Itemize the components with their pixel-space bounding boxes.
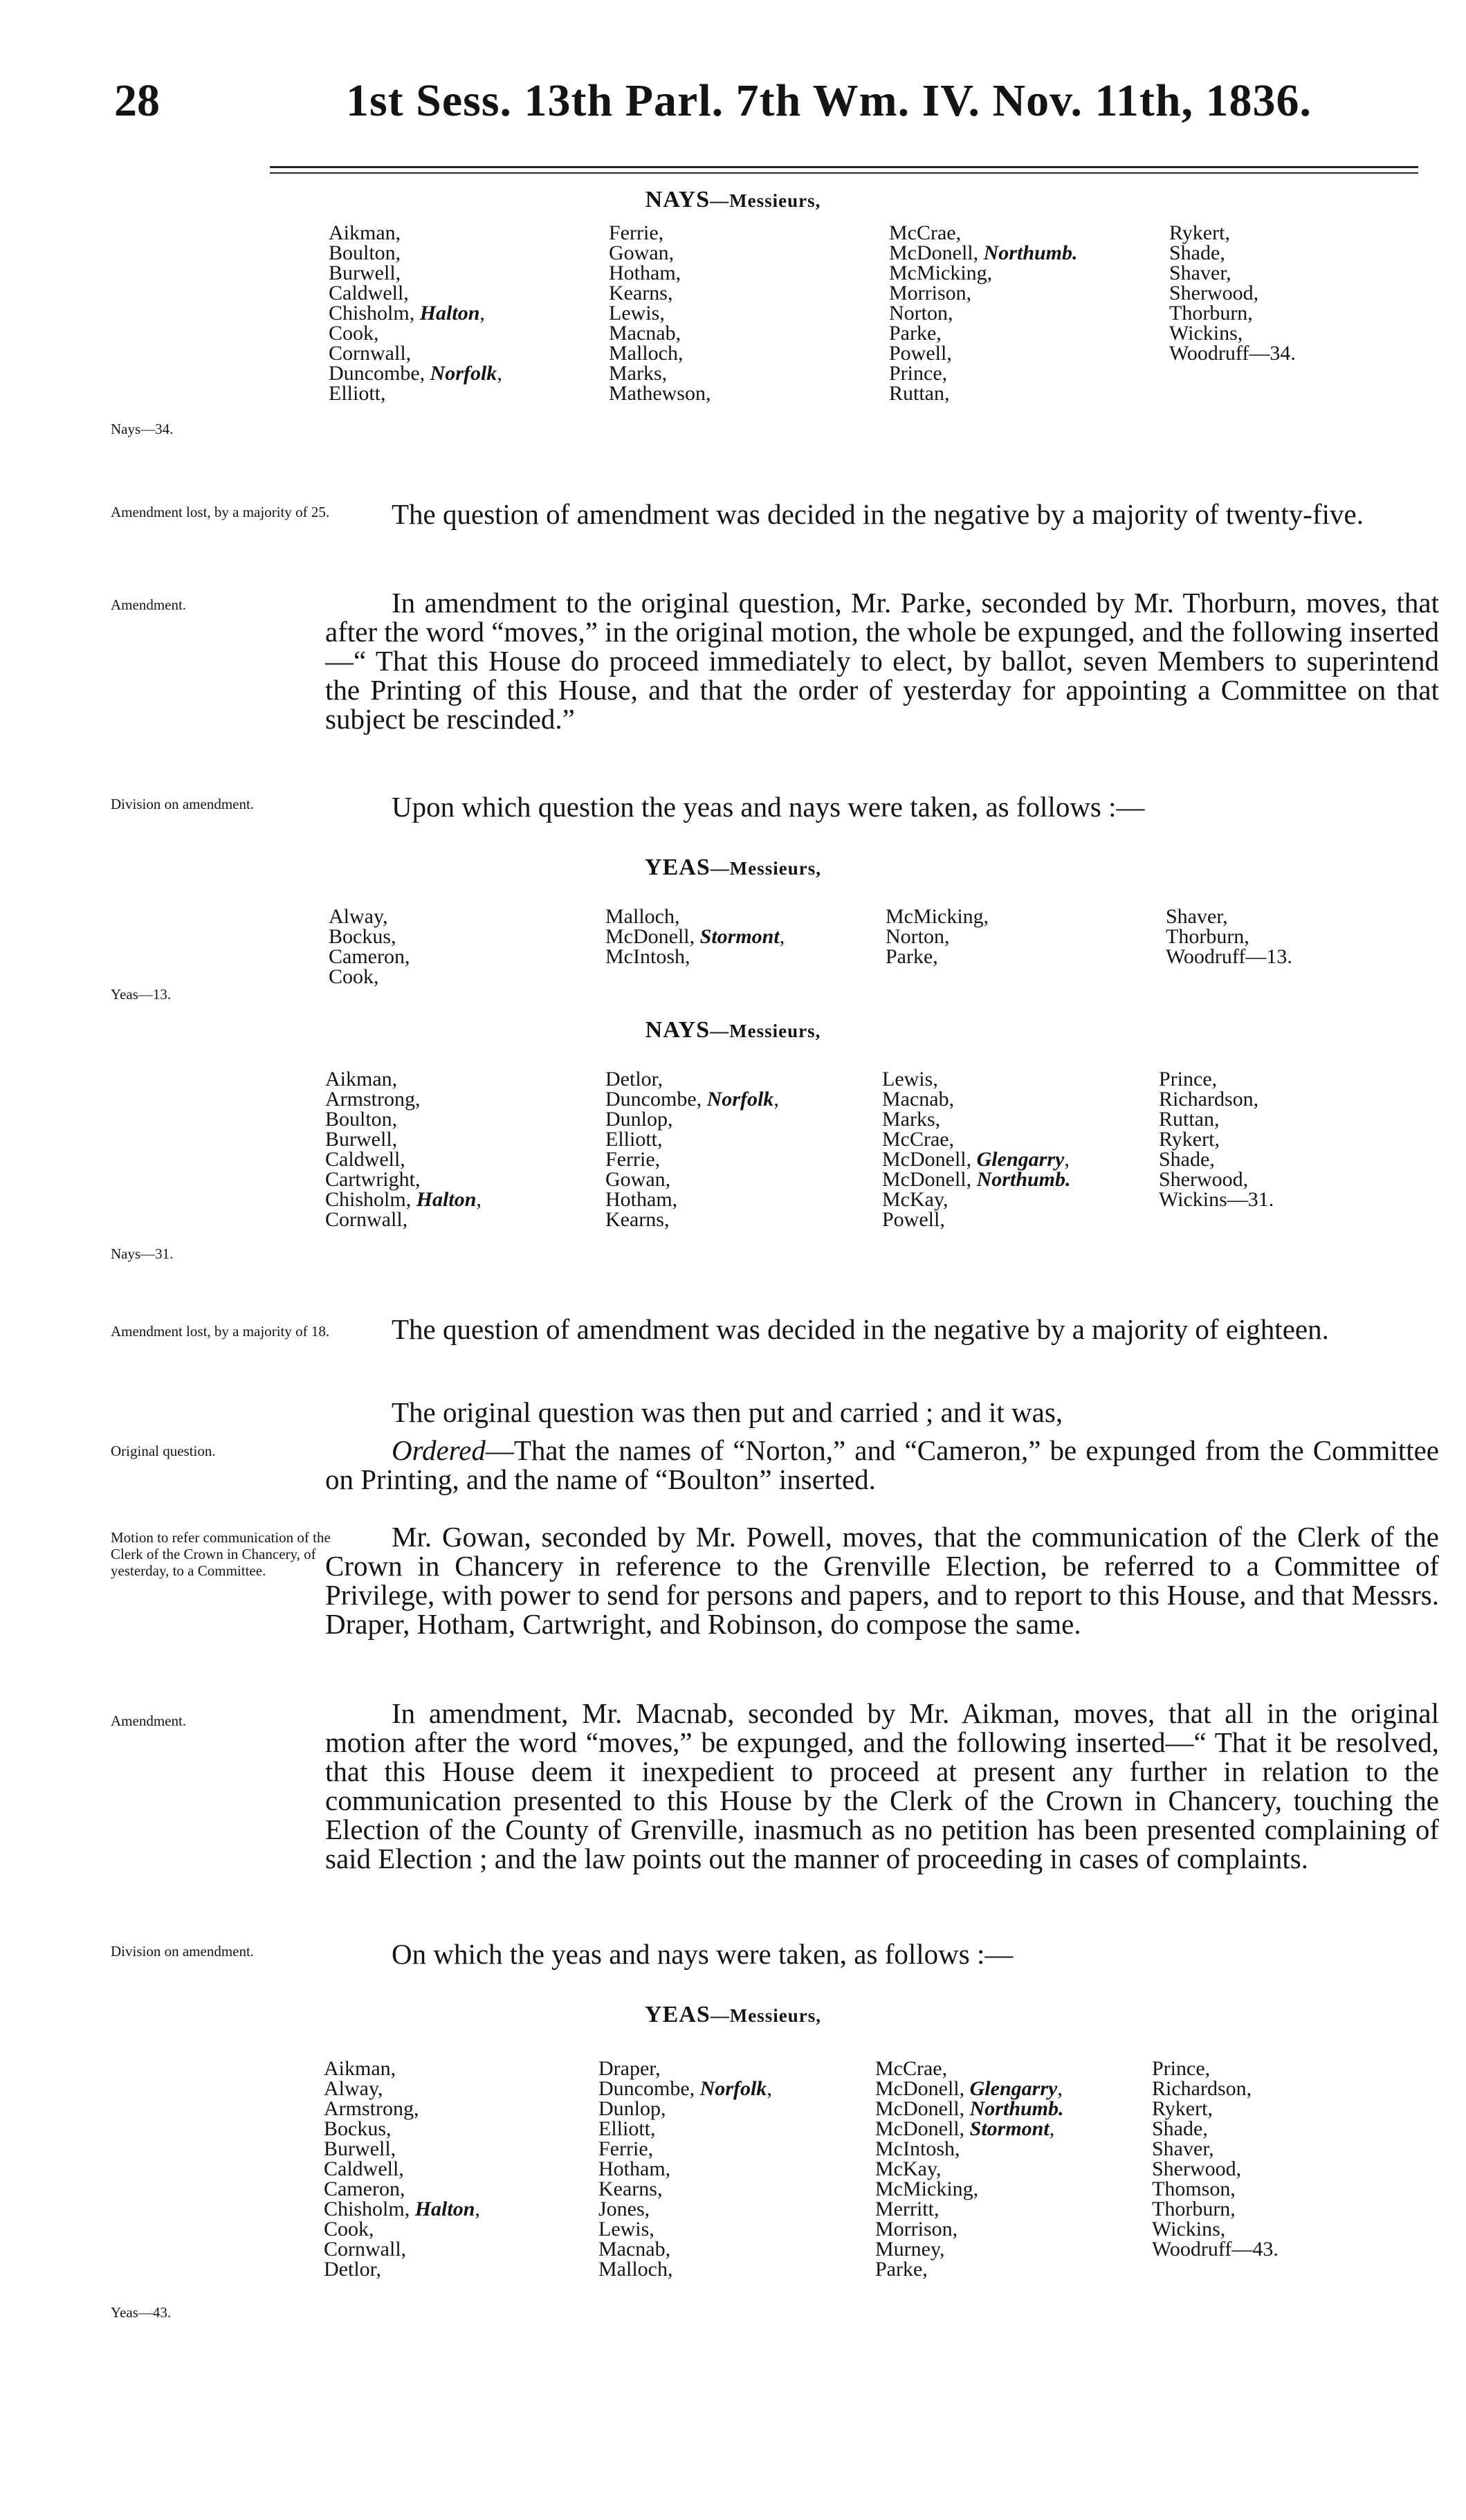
page-number: 28 <box>114 75 160 126</box>
member-name: Thorburn, <box>1166 925 1249 948</box>
margin-note-nays-31: Nays—31. <box>111 1245 174 1262</box>
member-name: Lewis, <box>882 1068 938 1090</box>
division1-nays-col-3 <box>889 223 1078 403</box>
member-name: Aikman, <box>325 1068 398 1090</box>
member-name: Burwell, <box>329 262 401 284</box>
member-name: Hotham, <box>609 262 681 284</box>
constituency-name: Halton <box>416 1188 477 1211</box>
member-name: McCrae, <box>875 2057 948 2080</box>
division3-yeas-col-1 <box>324 2058 480 2279</box>
division3-yeas-col-2 <box>598 2058 772 2279</box>
member-name: Marks, <box>882 1108 941 1131</box>
division1-nays-col-2 <box>609 223 711 403</box>
heading-suffix: —Messieurs, <box>710 1021 821 1041</box>
member-name: Murney, <box>875 2238 945 2261</box>
member-name: Chisholm, Halton, <box>329 302 485 325</box>
member-name: Thorburn, <box>1169 302 1253 325</box>
margin-note-yeas-13: Yeas—13. <box>111 986 172 1003</box>
member-name: Gowan, <box>609 241 675 264</box>
division2-nays-col-3 <box>882 1069 1071 1230</box>
constituency-name: Halton <box>414 2198 475 2220</box>
heading-suffix: —Messieurs, <box>710 2005 821 2026</box>
constituency-name: Glengarry <box>969 2077 1058 2100</box>
member-name: Dunlop, <box>605 1108 673 1131</box>
member-name: Ruttan, <box>1159 1108 1220 1131</box>
member-name: Sherwood, <box>1159 1168 1249 1191</box>
member-name: Boulton, <box>325 1108 398 1131</box>
member-name: McKay, <box>882 1188 949 1211</box>
member-name: Duncombe, Norfolk, <box>598 2077 772 2100</box>
member-name: Parke, <box>875 2258 928 2281</box>
member-name: Woodruff—34. <box>1169 342 1296 365</box>
member-name: Richardson, <box>1152 2077 1252 2100</box>
member-name: Ruttan, <box>889 382 950 405</box>
member-name: Armstrong, <box>324 2097 419 2120</box>
member-name: Wickins, <box>1169 322 1243 345</box>
constituency-name: Halton <box>419 302 480 325</box>
division3-yeas-col-4 <box>1152 2058 1279 2259</box>
division3-yeas-heading <box>0 2002 1466 2028</box>
member-name: Rykert, <box>1159 1128 1220 1151</box>
margin-note-division-2: Division on amendment. <box>111 1943 255 1960</box>
division2-yeas-col-3 <box>886 906 989 967</box>
member-name: Shaver, <box>1166 905 1228 928</box>
margin-note-nays-34: Nays—34. <box>111 421 174 437</box>
member-name: Elliott, <box>598 2117 656 2140</box>
member-name: Ferrie, <box>598 2137 654 2160</box>
division2-yeas-heading <box>0 855 1466 881</box>
member-name: Shade, <box>1159 1148 1215 1171</box>
constituency-name: Norfolk <box>706 1088 774 1111</box>
heading-word: NAYS <box>645 187 711 212</box>
constituency-name: Northumb. <box>969 2097 1064 2120</box>
heading-word: YEAS <box>645 855 711 880</box>
member-name: Chisholm, Halton, <box>325 1188 482 1211</box>
member-name: Rykert, <box>1169 221 1230 244</box>
margin-note-division-1: Division on amendment. <box>111 796 255 812</box>
margin-note-amendment-1: Amendment. <box>111 596 187 613</box>
member-name: Sherwood, <box>1169 282 1259 304</box>
member-name: Cook, <box>329 322 379 345</box>
member-name: Merritt, <box>875 2198 940 2220</box>
constituency-name: Northumb. <box>976 1168 1071 1191</box>
member-name: Detlor, <box>605 1068 663 1090</box>
member-name: Powell, <box>882 1208 945 1231</box>
member-name: McCrae, <box>889 221 962 244</box>
member-name: Caldwell, <box>329 282 409 304</box>
member-name: Dunlop, <box>598 2097 666 2120</box>
member-name: Prince, <box>1159 1068 1218 1090</box>
constituency-name: Norfolk <box>430 362 497 385</box>
paragraph-on-which: On which the yeas and nays were taken, as follows :— <box>392 1938 1014 1970</box>
paragraph-amendment-lost-18: The question of amendment was decided in the negative by a majority of eighteen. <box>392 1313 1329 1345</box>
member-name: Aikman, <box>329 221 401 244</box>
division1-nays-col-1 <box>329 223 502 403</box>
member-name: Cornwall, <box>329 342 412 365</box>
margin-note-amendment-lost-18: Amendment lost, by a majority of 18. <box>111 1323 330 1340</box>
member-name: McIntosh, <box>605 945 690 968</box>
member-name: McDonell, Stormont, <box>875 2117 1055 2140</box>
member-name: Elliott, <box>329 382 386 405</box>
member-name: Caldwell, <box>324 2157 404 2180</box>
constituency-name: Northumb. <box>983 241 1078 264</box>
member-name: Norton, <box>886 925 950 948</box>
ordered-italic: Ordered <box>392 1434 486 1466</box>
member-name: Prince, <box>889 362 948 385</box>
member-name: Chisholm, Halton, <box>324 2198 480 2220</box>
member-name: Cornwall, <box>325 1208 408 1231</box>
member-name: Parke, <box>889 322 942 345</box>
member-name: McIntosh, <box>875 2137 960 2160</box>
heading-word: NAYS <box>645 1017 711 1043</box>
paragraph-ordered: Ordered—That the names of “Norton,” and “Cameron,” be expunged from the Committee on Printing, and the name of “Boulton” inserted. <box>325 1434 1439 1495</box>
heading-suffix: —Messieurs, <box>710 190 821 211</box>
member-name: Gowan, <box>605 1168 671 1191</box>
member-name: Cameron, <box>324 2177 405 2200</box>
division2-nays-col-2 <box>605 1069 779 1230</box>
member-name: McMicking, <box>875 2177 979 2200</box>
member-name: Alway, <box>329 905 388 928</box>
member-name: Malloch, <box>598 2258 673 2281</box>
member-name: Wickins, <box>1152 2218 1226 2240</box>
member-name: Boulton, <box>329 241 401 264</box>
member-name: Bockus, <box>329 925 396 948</box>
member-name: Thomson, <box>1152 2177 1236 2200</box>
member-name: Lewis, <box>598 2218 654 2240</box>
member-name: Cook, <box>324 2218 374 2240</box>
member-name: Norton, <box>889 302 953 325</box>
member-name: Bockus, <box>324 2117 392 2140</box>
member-name: McCrae, <box>882 1128 955 1151</box>
member-name: Kearns, <box>605 1208 670 1231</box>
paragraph-amendment-lost-25: The question of amendment was decided in the negative by a majority of twenty-five. <box>392 498 1364 530</box>
member-name: Macnab, <box>598 2238 671 2261</box>
member-name: Cartwright, <box>325 1168 421 1191</box>
member-name: Powell, <box>889 342 952 365</box>
member-name: Alway, <box>324 2077 383 2100</box>
member-name: Macnab, <box>609 322 681 345</box>
paragraph-macnab-amendment: In amendment, Mr. Macnab, seconded by Mr. Aikman, moves, that all in the original motion after the word “moves,” be expunged, and the following inserted—“ That it be resolved, that this House deem it inexpedient to proceed at present any further in relation to the communication presented to this House by the Clerk of the Crown in Chancery, touching the Election of the County of Grenville, inasmuch as no petition has been presented complaining of said Election ; and the law points out the manner of proceeding in cases of complaints. <box>325 1697 1439 1874</box>
member-name: Richardson, <box>1159 1088 1259 1111</box>
running-header-title: 1st Sess. 13th Parl. 7th Wm. IV. Nov. 11th, 1836. <box>346 75 1312 126</box>
margin-note-original-question: Original question. <box>111 1443 216 1459</box>
paragraph-upon-which: Upon which question the yeas and nays were taken, as follows :— <box>392 791 1145 823</box>
member-name: Aikman, <box>324 2057 396 2080</box>
member-name: Sherwood, <box>1152 2157 1242 2180</box>
paragraph-parke-amendment: In amendment to the original question, Mr. Parke, seconded by Mr. Thorburn, moves, that after the word “moves,” in the original motion, the whole be expunged, and the following inserted—“ That this House do proceed immediately to elect, by ballot, seven Members to superintend the Printing of this House, and that the order of yesterday for appointing a Committee on that subject be rescinded.” <box>325 587 1439 735</box>
member-name: Kearns, <box>609 282 673 304</box>
margin-note-yeas-43: Yeas—43. <box>111 2304 172 2321</box>
member-name: Parke, <box>886 945 938 968</box>
margin-note-motion-to-refer: Motion to refer communication of the Clerk of the Crown in Chancery, of yesterday, to a Committee. <box>111 1529 331 1579</box>
heading-suffix: —Messieurs, <box>710 858 821 879</box>
constituency-name: Glengarry <box>976 1148 1065 1171</box>
member-name: Duncombe, Norfolk, <box>605 1088 779 1111</box>
division3-yeas-col-3 <box>875 2058 1064 2279</box>
member-name: Burwell, <box>324 2137 396 2160</box>
division2-nays-heading <box>0 1017 1466 1043</box>
member-name: Cook, <box>329 965 379 988</box>
member-name: Shade, <box>1152 2117 1208 2140</box>
member-name: Marks, <box>609 362 668 385</box>
member-name: Burwell, <box>325 1128 398 1151</box>
member-name: Malloch, <box>605 905 680 928</box>
member-name: Elliott, <box>605 1128 663 1151</box>
paragraph-gowan-motion: Mr. Gowan, seconded by Mr. Powell, moves, that the communication of the Clerk of the Crown in Chancery in reference to the Grenville Election, be referred to a Committee of Privilege, with power to send for persons and papers, and to report to this House, and that Messrs. Draper, Hotham, Cartwright, and Robinson, do compose the same. <box>325 1521 1439 1640</box>
member-name: Hotham, <box>605 1188 678 1211</box>
division2-yeas-col-2 <box>605 906 785 967</box>
member-name: Thorburn, <box>1152 2198 1236 2220</box>
member-name: Caldwell, <box>325 1148 405 1171</box>
member-name: McMicking, <box>889 262 993 284</box>
member-name: Armstrong, <box>325 1088 421 1111</box>
member-name: McKay, <box>875 2157 942 2180</box>
member-name: Woodruff—43. <box>1152 2238 1279 2261</box>
constituency-name: Stormont <box>699 925 780 948</box>
member-name: Kearns, <box>598 2177 663 2200</box>
member-name: Rykert, <box>1152 2097 1213 2120</box>
member-name: Hotham, <box>598 2157 671 2180</box>
division2-yeas-col-1 <box>329 906 410 987</box>
member-name: McDonell, Stormont, <box>605 925 785 948</box>
member-name: Malloch, <box>609 342 684 365</box>
member-name: Prince, <box>1152 2057 1211 2080</box>
member-name: Lewis, <box>609 302 665 325</box>
member-name: Jones, <box>598 2198 650 2220</box>
member-name: Shade, <box>1169 241 1225 264</box>
division2-yeas-col-4 <box>1166 906 1292 967</box>
member-name: Macnab, <box>882 1088 955 1111</box>
member-name: McDonell, Northumb. <box>889 241 1078 264</box>
member-name: McDonell, Northumb. <box>882 1168 1071 1191</box>
paragraph-original-carried: The original question was then put and carried ; and it was, <box>392 1396 1063 1428</box>
member-name: Cameron, <box>329 945 410 968</box>
division2-nays-col-1 <box>325 1069 482 1230</box>
margin-note-amendment-2: Amendment. <box>111 1713 187 1729</box>
member-name: Detlor, <box>324 2258 381 2281</box>
margin-note-amendment-lost-25: Amendment lost, by a majority of 25. <box>111 504 330 520</box>
member-name: Woodruff—13. <box>1166 945 1292 968</box>
header-rule-bottom <box>270 172 1418 174</box>
division1-nays-col-4 <box>1169 223 1296 363</box>
member-name: Shaver, <box>1169 262 1231 284</box>
member-name: Ferrie, <box>605 1148 661 1171</box>
division1-nays-heading <box>0 187 1466 213</box>
member-name: Morrison, <box>889 282 972 304</box>
member-name: McMicking, <box>886 905 989 928</box>
member-name: Morrison, <box>875 2218 958 2240</box>
member-name: Ferrie, <box>609 221 664 244</box>
member-name: Cornwall, <box>324 2238 407 2261</box>
constituency-name: Norfolk <box>699 2077 767 2100</box>
member-name: Duncombe, Norfolk, <box>329 362 502 385</box>
division2-nays-col-4 <box>1159 1069 1274 1209</box>
member-name: Wickins—31. <box>1159 1188 1274 1211</box>
member-name: McDonell, Glengarry, <box>882 1148 1070 1171</box>
member-name: Mathewson, <box>609 382 711 405</box>
heading-word: YEAS <box>645 2002 711 2027</box>
member-name: Draper, <box>598 2057 661 2080</box>
member-name: McDonell, Glengarry, <box>875 2077 1063 2100</box>
member-name: Shaver, <box>1152 2137 1214 2160</box>
constituency-name: Stormont <box>969 2117 1050 2140</box>
member-name: McDonell, Northumb. <box>875 2097 1064 2120</box>
header-rule-top <box>270 166 1418 168</box>
